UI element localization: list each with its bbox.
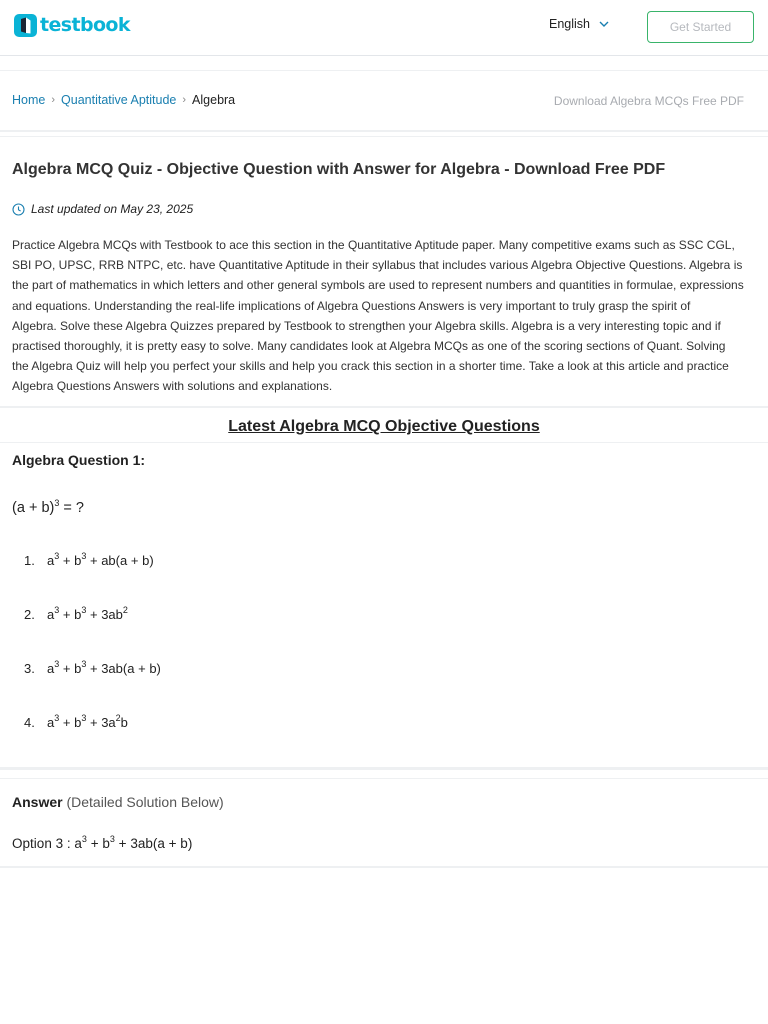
description-line: and equations. Understanding the real-life implications of Algebra Questions Answers is very important to truly grasp the spirit of: [12, 298, 691, 313]
answer-heading: [12, 794, 224, 810]
clock-icon: [12, 203, 25, 216]
description-line: Algebra Questions Answers with solutions and explanations.: [12, 379, 333, 394]
divider: [0, 767, 768, 770]
option-number: 3.: [24, 661, 35, 676]
breadcrumb: [12, 93, 235, 107]
last-updated: [12, 202, 193, 216]
description-line: the part of mathematics in which letters and other general symbols are used to represent numbers and quantities in formulae, expressions: [12, 278, 744, 293]
option-text: $a^3 + b^3 + 3a^2b$: [47, 713, 128, 730]
description-line: SBI PO, UPSC, RRB NTPC, etc. have Quantitative Aptitude in their syllabus that includes various Algebra Objective Questions. Algebra is: [12, 258, 743, 273]
answer-label: Answer: [12, 794, 63, 810]
language-selector[interactable]: [549, 17, 610, 31]
logo-text: testbook: [40, 14, 130, 36]
option-number: 4.: [24, 715, 35, 730]
option-3[interactable]: [24, 661, 161, 676]
detailed-solution-hint[interactable]: (Detailed Solution Below): [66, 794, 224, 810]
question-text: $(a + b)^3$ = ?: [12, 498, 84, 516]
description-line: Algebra. Solve these Algebra Quizzes prepared by Testbook to strengthen your Algebra skills. Algebra is a very interesting topic and if: [12, 318, 721, 333]
option-4[interactable]: [24, 715, 128, 730]
divider: [0, 442, 768, 443]
description-line: the Algebra Quiz will help you perfect your skills and help you crack this section in a shorter time. Take a look at this article and practice: [12, 359, 729, 374]
breadcrumb-current-page: Algebra: [192, 93, 236, 107]
testbook-logo[interactable]: [14, 12, 130, 38]
chevron-right-icon: ›: [182, 94, 187, 106]
question-label: Algebra Question 1:: [12, 452, 146, 468]
breadcrumb-panel: [0, 70, 768, 132]
option-2[interactable]: [24, 607, 128, 622]
page-title: Algebra MCQ Quiz - Objective Question with Answer for Algebra - Download Free PDF: [12, 161, 666, 178]
option-number: 1.: [24, 553, 35, 568]
breadcrumb-quantitative-aptitude-link[interactable]: Quantitative Aptitude: [61, 93, 177, 107]
option-number: 2.: [24, 607, 35, 622]
answer-value: Option 3 : $a^3 + b^3 + 3ab(a + b)$: [12, 834, 193, 851]
option-text: $a^3 + b^3 + ab(a + b)$: [47, 551, 154, 568]
description-line: Practice Algebra MCQs with Testbook to ace this section in the Quantitative Aptitude paper. Many competitive exams such as SSC CGL,: [12, 238, 735, 252]
option-text: $a^3 + b^3 + 3ab^2$: [47, 605, 128, 622]
top-navigation-bar: [0, 0, 768, 56]
intro-panel: [0, 136, 768, 408]
book-icon: [14, 14, 37, 37]
chevron-right-icon: ›: [51, 94, 56, 106]
intro-description: [12, 235, 758, 397]
breadcrumb-home-link[interactable]: Home: [12, 93, 46, 107]
language-label: English: [549, 17, 590, 31]
section-heading: Latest Algebra MCQ Objective Questions: [228, 418, 540, 435]
chevron-down-icon: [598, 18, 610, 30]
description-line: practised thoroughly, it is pretty easy to solve. Many candidates look at Algebra MCQs as one of the scoring sections of Quant. Solving: [12, 339, 726, 354]
download-pdf-link[interactable]: Download Algebra MCQs Free PDF: [553, 94, 744, 108]
answer-panel: [0, 778, 768, 868]
get-started-button[interactable]: Get Started: [647, 11, 754, 43]
last-updated-text: Last updated on May 23, 2025: [31, 202, 194, 216]
option-text: $a^3 + b^3 + 3ab(a + b)$: [47, 659, 161, 676]
option-1[interactable]: [24, 553, 154, 568]
